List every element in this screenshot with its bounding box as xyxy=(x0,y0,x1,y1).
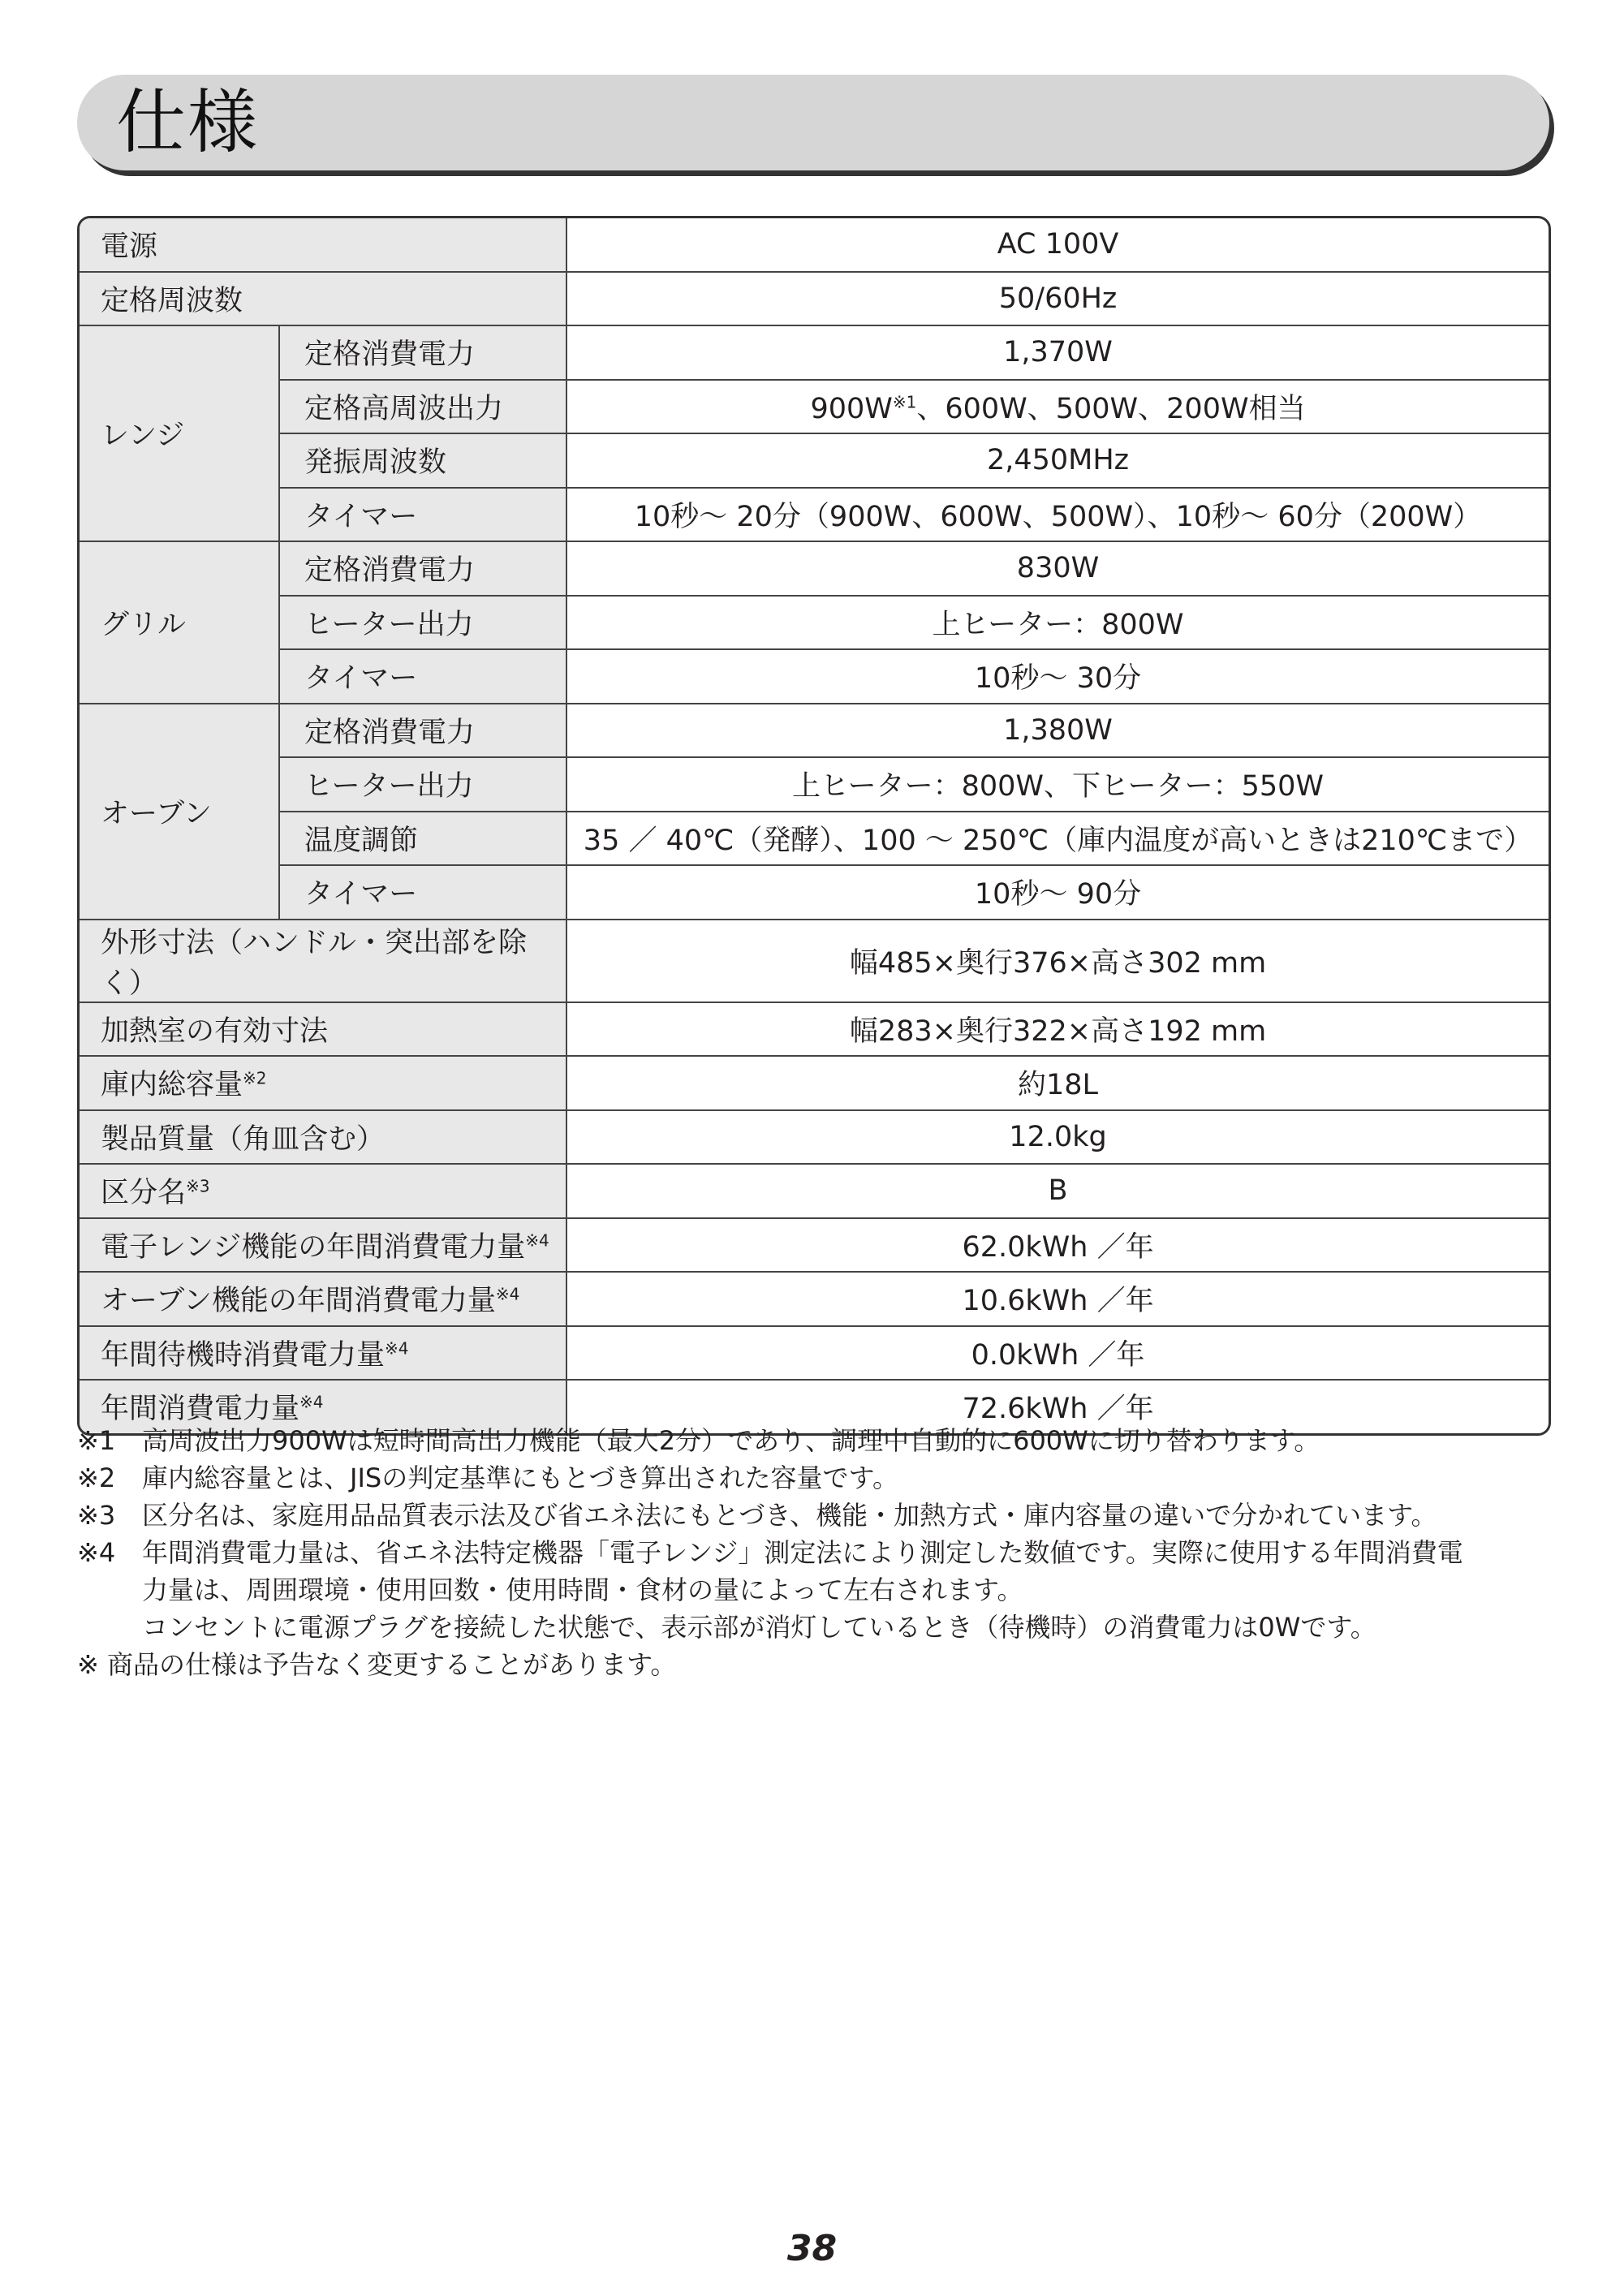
spec-value xyxy=(566,380,1549,434)
spec-label-text: 区分名 xyxy=(101,1177,187,1210)
spec-label: 定格消費電力 xyxy=(279,325,566,380)
spec-label: タイマー xyxy=(279,649,566,704)
spec-value: 幅485×奥行376×高さ302 mm xyxy=(566,920,1549,1002)
table-row xyxy=(80,541,1549,596)
spec-table xyxy=(80,218,1549,1433)
spec-value: 約18L xyxy=(566,1056,1549,1110)
footnotes xyxy=(77,1422,1562,1683)
spec-label: 定格消費電力 xyxy=(279,704,566,758)
table-row xyxy=(80,218,1549,272)
table-row xyxy=(80,325,1549,380)
footnote-marker: ※3 xyxy=(77,1500,116,1531)
footnote-text: 年間消費電力量は、省エネ法特定機器「電子レンジ」測定法により測定した数値です。実際に使用する年間消費電 xyxy=(142,1537,1463,1568)
spec-label: 製品質量（角皿含む） xyxy=(80,1110,566,1165)
spec-group-label: グリル xyxy=(80,541,279,704)
spec-value-text: 900W xyxy=(810,392,893,425)
spec-label xyxy=(80,1218,566,1273)
spec-label: 定格周波数 xyxy=(80,272,566,326)
footnote-marker: ※1 xyxy=(77,1425,116,1456)
footnote xyxy=(77,1534,1562,1646)
spec-label-text: 年間消費電力量 xyxy=(101,1393,300,1426)
spec-value: 62.0kWh ／年 xyxy=(566,1218,1549,1273)
footnote xyxy=(77,1497,1562,1534)
table-row xyxy=(80,757,1549,812)
spec-value: 1,370W xyxy=(566,325,1549,380)
spec-value: 830W xyxy=(566,541,1549,596)
spec-label: 定格高周波出力 xyxy=(279,380,566,434)
spec-value: 0.0kWh ／年 xyxy=(566,1326,1549,1381)
footnote-marker: ※3 xyxy=(186,1176,210,1196)
footnote xyxy=(77,1422,1562,1459)
spec-value: 1,380W xyxy=(566,704,1549,758)
table-row xyxy=(80,812,1549,866)
spec-label: 発振周波数 xyxy=(279,433,566,488)
spec-label xyxy=(80,1326,566,1381)
spec-table-frame xyxy=(77,216,1551,1436)
spec-label: ヒーター出力 xyxy=(279,757,566,812)
spec-label: ヒーター出力 xyxy=(279,596,566,650)
footnote-marker: ※4 xyxy=(525,1230,549,1251)
spec-label: 電源 xyxy=(80,218,566,272)
footnote-text: 力量は、周囲環境・使用回数・使用時間・食材の量によって左右されます。 xyxy=(142,1574,1023,1605)
table-row xyxy=(80,596,1549,650)
footnote xyxy=(77,1459,1562,1497)
spec-label xyxy=(80,1272,566,1326)
spec-label xyxy=(80,1164,566,1218)
spec-value: AC 100V xyxy=(566,218,1549,272)
spec-label-text: 庫内総容量 xyxy=(101,1069,243,1102)
table-row xyxy=(80,272,1549,326)
footnote-marker: ※1 xyxy=(892,392,917,412)
footnote-text: 高周波出力900Wは短時間高出力機能（最大2分）であり、調理中自動的に600Wに切り替わります。 xyxy=(142,1425,1320,1456)
spec-value: 幅283×奥行322×高さ192 mm xyxy=(566,1002,1549,1057)
table-row xyxy=(80,488,1549,542)
footnote-text: コンセントに電源プラグを接続した状態で、表示部が消灯しているとき（待機時）の消費電力は0Wです。 xyxy=(142,1612,1376,1643)
spec-value: 上ヒーター：800W xyxy=(566,596,1549,650)
footnote-text: 庫内総容量とは、JISの判定基準にもとづき算出された容量です。 xyxy=(142,1462,898,1493)
footnote-marker: ※4 xyxy=(299,1392,324,1412)
footnote xyxy=(77,1646,1562,1683)
spec-value: 50/60Hz xyxy=(566,272,1549,326)
spec-value: 上ヒーター：800W、下ヒーター：550W xyxy=(566,757,1549,812)
footnote-marker: ※2 xyxy=(77,1462,116,1493)
spec-value: 72.6kWh ／年 xyxy=(566,1380,1549,1433)
table-row xyxy=(80,1272,1549,1326)
table-row xyxy=(80,380,1549,434)
spec-value: 12.0kg xyxy=(566,1110,1549,1165)
table-row xyxy=(80,1056,1549,1110)
footnote-marker: ※ xyxy=(77,1649,99,1680)
spec-label-text: オーブン機能の年間消費電力量 xyxy=(101,1285,496,1318)
spec-group-label: オーブン xyxy=(80,704,279,920)
footnote-text: 商品の仕様は予告なく変更することがあります。 xyxy=(106,1649,677,1680)
spec-group-label: レンジ xyxy=(80,325,279,541)
spec-value: 2,450MHz xyxy=(566,433,1549,488)
table-row xyxy=(80,649,1549,704)
spec-label: タイマー xyxy=(279,488,566,542)
footnote-marker: ※4 xyxy=(77,1537,116,1568)
table-row xyxy=(80,1110,1549,1165)
spec-value-text: 、600W、500W、200W相当 xyxy=(916,392,1306,425)
title-banner xyxy=(77,75,1549,170)
table-row xyxy=(80,1164,1549,1218)
spec-label: 外形寸法（ハンドル・突出部を除く） xyxy=(80,920,566,1002)
table-row xyxy=(80,1326,1549,1381)
footnote-marker: ※2 xyxy=(243,1068,267,1088)
spec-value: 10秒～ 90分 xyxy=(566,865,1549,920)
spec-value: 10.6kWh ／年 xyxy=(566,1272,1549,1326)
table-row xyxy=(80,704,1549,758)
spec-value: B xyxy=(566,1164,1549,1218)
footnote-text: 区分名は、家庭用品品質表示法及び省エネ法にもとづき、機能・加熱方式・庫内容量の違いで分かれています。 xyxy=(142,1500,1437,1531)
spec-label: タイマー xyxy=(279,865,566,920)
page-number: 38 xyxy=(786,2228,838,2269)
spec-label: 定格消費電力 xyxy=(279,541,566,596)
spec-label-text: 電子レンジ機能の年間消費電力量 xyxy=(101,1230,526,1264)
footnote-marker: ※4 xyxy=(385,1338,409,1359)
table-row xyxy=(80,865,1549,920)
table-row xyxy=(80,920,1549,1002)
table-row xyxy=(80,1002,1549,1057)
spec-value: 35 ／ 40℃（発酵）、100 ～ 250℃（庫内温度が高いときは210℃まで） xyxy=(566,812,1549,866)
table-row xyxy=(80,433,1549,488)
table-row xyxy=(80,1218,1549,1273)
footnote-marker: ※4 xyxy=(495,1284,520,1304)
spec-value: 10秒～ 20分（900W、600W、500W）、10秒～ 60分（200W） xyxy=(566,488,1549,542)
spec-label-text: 年間待機時消費電力量 xyxy=(101,1338,386,1372)
spec-value: 10秒～ 30分 xyxy=(566,649,1549,704)
spec-label xyxy=(80,1056,566,1110)
spec-label: 加熱室の有効寸法 xyxy=(80,1002,566,1057)
page-title: 仕様 xyxy=(116,82,259,163)
spec-label: 温度調節 xyxy=(279,812,566,866)
